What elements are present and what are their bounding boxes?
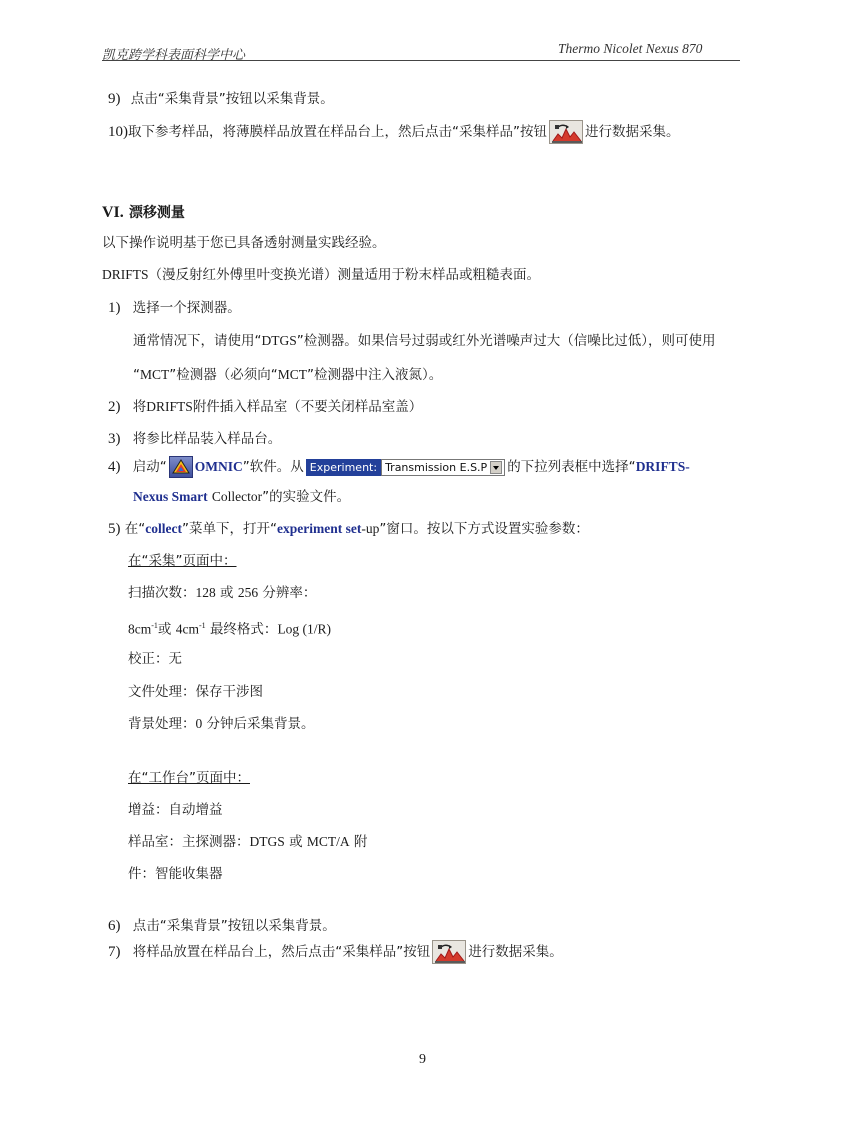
collect-page-heading: 在“采集”页面中： (128, 553, 237, 569)
step-1-detail-line-2 (133, 366, 442, 384)
bench-line-detector (128, 833, 367, 851)
step-4-continued (133, 488, 350, 506)
superscript: -1 (198, 621, 206, 630)
bench-line-gain: 增益：自动增益 (128, 802, 223, 818)
text: ”检测器（必须向“ (169, 367, 278, 383)
value: DTGS (249, 834, 285, 849)
value: Log (1/R) (277, 621, 332, 637)
step-4 (108, 456, 690, 478)
dtgs-term: DTGS (261, 333, 297, 348)
step-10-number: 10) (108, 124, 128, 140)
section-number: VI. (102, 204, 124, 221)
text: ”窗口。按以下方式设置实验参数： (379, 521, 589, 537)
text: ”软件。从 (242, 459, 304, 475)
header-rule (102, 60, 740, 61)
experiment-dropdown[interactable] (381, 459, 505, 476)
value: 8cm (128, 621, 152, 637)
drifts-term: DRIFTS (102, 267, 149, 282)
step-6-text: 点击“采集背景”按钮以采集背景。 (132, 918, 336, 934)
text: “ (133, 367, 140, 383)
bench-line-accessory: 件：智能收集器 (128, 866, 223, 882)
experiment-label: Experiment: (306, 459, 381, 476)
collect-line-resolution (128, 617, 331, 639)
collect-line-file-handling: 文件处理：保存干涉图 (128, 684, 263, 700)
omnic-name: OMNIC (194, 459, 243, 474)
text: -up (361, 521, 380, 536)
text: 或 (220, 585, 234, 601)
value: 4cm (175, 621, 199, 637)
step-10-text-a: 取下参考样品，将薄膜样品放置在样品台上，然后点击“采集样品”按钮 (128, 124, 547, 140)
value: 128 (195, 585, 216, 600)
header-instrument-name: Thermo Nicolet Nexus 870 (558, 41, 703, 56)
step-9 (108, 90, 334, 108)
step-3-number: 3) (108, 431, 121, 447)
drifts-term: DRIFTS- (635, 459, 690, 474)
collect-line-correction: 校正：无 (128, 651, 182, 667)
text: ”菜单下，打开“ (182, 521, 278, 537)
text: 启动“ (132, 459, 167, 475)
text: 或 (157, 621, 172, 638)
step-7 (108, 940, 563, 964)
collector-term: Collector (211, 489, 263, 504)
text: 背景处理： (128, 716, 196, 732)
text: 的下拉列表框中选择“ (507, 459, 636, 475)
page-number: 9 (419, 1052, 426, 1067)
experiment-selector[interactable] (306, 459, 505, 476)
text: ”的实验文件。 (262, 489, 351, 505)
step-3 (108, 430, 281, 448)
mct-term: MCT (140, 367, 170, 382)
step-10-text-b: 进行数据采集。 (585, 124, 680, 140)
section-heading (102, 202, 185, 222)
step-7-number: 7) (108, 944, 121, 960)
collect-sample-button-icon (432, 940, 466, 964)
step-1-number: 1) (108, 300, 121, 316)
text: 分辨率： (262, 585, 317, 601)
drifts-description (102, 266, 540, 284)
collect-menu-term: collect (145, 521, 183, 536)
drifts-description-text: （漫反射红外傅里叶变换光谱）测量适用于粉末样品或粗糙表面。 (148, 267, 541, 283)
text: 最终格式： (209, 621, 278, 638)
superscript: -1 (151, 621, 158, 630)
value: 256 (237, 585, 259, 600)
text: 附件插入样品室（不要关闭样品室盖） (192, 399, 423, 415)
step-6 (108, 917, 336, 935)
mct-term: MCT (277, 367, 308, 382)
text: ”检测器。如果信号过弱或红外光谱噪声过大（信噪比过低），则可使用 (296, 333, 716, 349)
omnic-app-icon (169, 456, 193, 478)
collect-line-scans (128, 584, 316, 602)
text: 扫描次数： (128, 585, 196, 601)
header-center-name: 凯克跨学科表面科学中心 (102, 48, 246, 63)
collect-sample-button-icon (549, 120, 583, 144)
text: 或 (289, 834, 303, 850)
text: 样品室：主探测器： (128, 834, 250, 850)
text: 进行数据采集。 (468, 944, 563, 960)
text: 将样品放置在样品台上，然后点击“采集样品”按钮 (132, 944, 431, 960)
step-1 (108, 299, 241, 317)
step-4-number: 4) (108, 459, 121, 475)
nexus-smart-term: Nexus Smart (133, 489, 208, 504)
experiment-dropdown-value: Transmission E.S.P (385, 460, 488, 474)
text: 将 (132, 399, 147, 415)
text: 在“ (124, 521, 146, 537)
value: 0 (195, 716, 203, 731)
step-3-text: 将参比样品装入样品台。 (132, 431, 282, 447)
step-5-number: 5) (108, 521, 121, 537)
drifts-term: DRIFTS (146, 399, 193, 414)
step-1-text: 选择一个探测器。 (132, 300, 241, 316)
section-title: 漂移测量 (128, 205, 185, 221)
step-5 (108, 520, 589, 538)
value: MCT/A (306, 834, 350, 849)
step-2-number: 2) (108, 399, 121, 415)
step-2 (108, 398, 422, 416)
text: 附 (353, 834, 368, 850)
step-1-detail-line-1 (133, 332, 716, 350)
text: 分钟后采集背景。 (206, 716, 315, 732)
step-6-number: 6) (108, 918, 121, 934)
bench-page-heading: 在“工作台”页面中： (128, 770, 250, 786)
step-9-number: 9) (108, 91, 121, 107)
experiment-setup-term: experiment set (277, 521, 362, 536)
step-9-text: 点击“采集背景”按钮以采集背景。 (130, 91, 334, 107)
text: 通常情况下，请使用“ (133, 333, 262, 349)
chevron-down-icon[interactable] (490, 461, 502, 474)
section-intro: 以下操作说明基于您已具备透射测量实践经验。 (102, 235, 386, 251)
text: ”检测器中注入液氮）。 (307, 367, 443, 383)
collect-line-background (128, 715, 315, 733)
step-10 (108, 120, 680, 144)
